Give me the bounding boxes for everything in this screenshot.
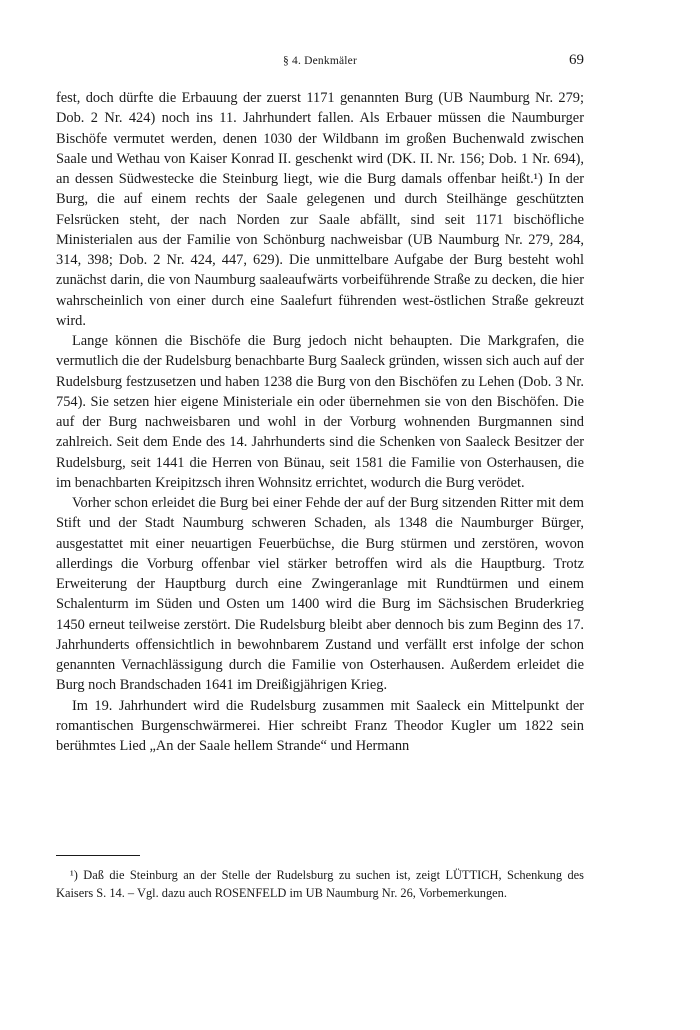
paragraph: Lange können die Bischöfe die Burg jedoch nicht behaupten. Die Markgrafen, die vermutlich die der Rudelsburg benachbarte Burg Saaleck gründen, wissen sich auch auf der Rudelsburg festzusetzen und haben 1238 die Burg von den Bischöfen zu Lehen (Dob. 3 Nr. 754). Sie setzen hier eigene Ministeriale ein oder übernehmen sie von den Bischöfen. Die auf der Burg nachweisbaren und wohl in der Vorburg wohnenden Burgmannen sind zahlreich. Seit dem Ende des 14. Jahrhunderts sind die Schenken von Saaleck Besitzer der Rudelsburg, seit 1441 die Herren von Bünau, seit 1581 die Familie von Osterhausen, die im benachbarten Kreipitzsch ihren Wohnsitz errichtet, wodurch die Burg verödet. (56, 333, 584, 491)
paragraph: Vorher schon erleidet die Burg bei einer Fehde der auf der Burg sitzenden Ritter mit dem Stift und der Stadt Naumburg schweren Schaden, als 1348 die Naumburger Bürger, ausgestattet mit einer neuartigen Feuerbüchse, die Burg stürmen und zerstören, wovon allerdings die Vorburg offenbar viel stärker betroffen wird als die Hauptburg. Trotz Erweiterung der Hauptburg durch eine Zwingeranlage mit Rundtürmen und einem Schalenturm im Süden und Osten um 1400 wird die Burg im Sächsischen Bruderkrieg 1450 erneut teilweise zerstört. Die Rudelsburg bleibt aber dennoch bis zum Beginn des 17. Jahrhunderts offensichtlich in bewohnbarem Zustand und verfällt erst infolge der schon genannten Vernachlässigung durch die Familie von Osterhausen. Außerdem erleidet die Burg noch Brandschaden 1641 im Dreißigjährigen Krieg. (56, 495, 584, 694)
footnote: ¹) Daß die Steinburg an der Stelle der Rudelsburg zu suchen ist, zeigt LÜTTICH, Schenkung des Kaisers S. 14. – Vgl. dazu auch ROSENFELD im UB Naumburg Nr. 26, Vorbemerkungen. (56, 868, 584, 900)
page-number: 69 (569, 52, 584, 68)
body-text (56, 88, 584, 756)
paragraph: Im 19. Jahrhundert wird die Rudelsburg zusammen mit Saaleck ein Mittelpunkt der romantischen Burgenschwärmerei. Hier schreibt Franz Theodor Kugler um 1822 sein berühmtes Lied „An der Saale hellem Strande“ und Hermann (56, 697, 584, 754)
section-title: § 4. Denkmäler (282, 55, 357, 67)
paragraph: fest, doch dürfte die Erbauung der zuerst 1171 genannten Burg (UB Naumburg Nr. 279; Dob. 2 Nr. 424) noch ins 11. Jahrhundert fallen. Als Erbauer müssen die Naumburger Bischöfe vermutet werden, denen 1030 der Wildbann im großen Buchenwald zwischen Saale und Wethau von Kaiser Konrad II. geschenkt wird (DK. II. Nr. 156; Dob. 1 Nr. 694), an dessen Südwestecke die Steinburg liegt, wie die Burg damals offenbar heißt.¹) In der Burg, die auf einem rechts der Saale gelegenen und durch Steilhänge geschützten Felsrücken steht, der nach Norden zur Saale abfällt, sind seit 1171 bischöfliche Ministerialen aus der Familie von Schönburg nachweisbar (UB Naumburg Nr. 279, 284, 314, 398; Dob. 2 Nr. 424, 447, 629). Die unmittelbare Aufgabe der Burg besteht wohl zunächst darin, die von Naumburg saaleaufwärts vorbeiführende Straße zu decken, die hier wahrscheinlich von einer durch eine Saalefurt führenden west-östlichen Straße gekreuzt wird. (56, 90, 584, 329)
footnotes (56, 867, 584, 902)
running-head (56, 52, 584, 72)
footnote-divider (56, 855, 140, 856)
